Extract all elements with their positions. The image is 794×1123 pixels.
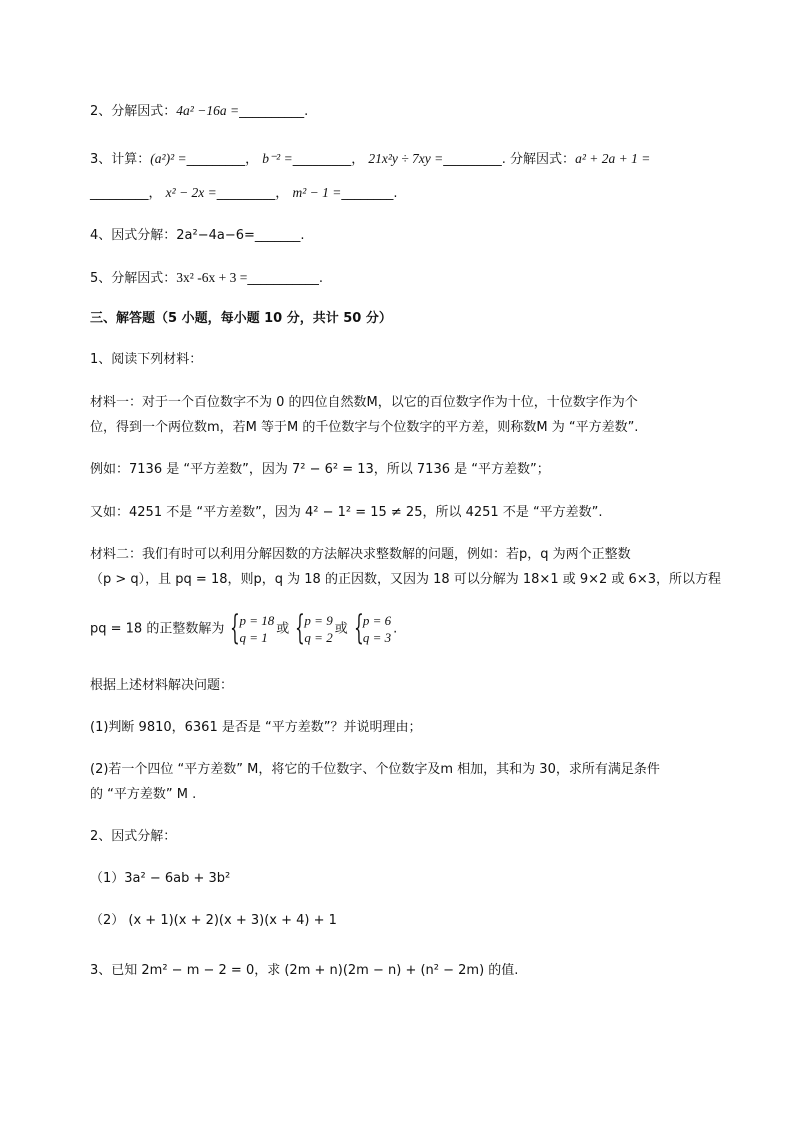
- period: .: [393, 621, 398, 637]
- q4-label: 4、因式分解：: [90, 228, 177, 243]
- q3-expr-1: (a²)² =: [150, 151, 187, 166]
- material-1-line-1: 材料一：对于一个百位数字不为 0 的四位自然数M，以它的百位数字作为十位，十位数字作为个: [90, 395, 638, 410]
- or-2: 或: [334, 621, 348, 637]
- q3-blank-5: _________，: [216, 186, 289, 201]
- solution-system-2: { p = 9 q = 2: [295, 608, 333, 648]
- q3-expr-6: m² − 1 =: [292, 185, 342, 200]
- q3-expr-4: a² + 2a + 1 =: [575, 151, 651, 166]
- q3-blank-1: _________，: [186, 152, 259, 167]
- q3-line-2: [90, 183, 398, 204]
- q3-blank-6: ________.: [341, 186, 398, 201]
- material-2-line-2: （p > q），且 pq = 18，则p，q 为 18 的正因数，又因为 18 可以分解为 18×1 或 9×2 或 6×3，所以方程: [90, 572, 721, 587]
- q5-line: [90, 268, 323, 289]
- q3-expr-2: b⁻² =: [262, 151, 293, 166]
- example-2: 又如：4251 不是 “平方差数”，因为 4² − 1² = 15 ≠ 25，所以 4251 不是 “平方差数”.: [90, 505, 603, 520]
- q3-line-1: [90, 149, 650, 170]
- q5-blank: ___________.: [247, 271, 323, 286]
- q2-blank: __________.: [239, 104, 309, 119]
- q3-label: 3、计算：: [90, 152, 151, 167]
- q5-label: 5、分解因式：: [90, 271, 177, 286]
- or-1: 或: [276, 621, 290, 637]
- q3-blank-4: _________，: [90, 186, 162, 201]
- problem-3: 3、已知 2m² − m − 2 = 0，求 (2m + n)(2m − n) + (n² − 2m) 的值.: [90, 963, 519, 978]
- q3-factor-label: 分解因式：: [510, 152, 576, 167]
- sub-question-2-line-2: 的 “平方差数” M .: [90, 787, 197, 802]
- q2-expr: 4a² −16a =: [176, 103, 240, 118]
- q2-line: [90, 101, 308, 122]
- q2-label: 2、分解因式：: [90, 104, 177, 119]
- material-2-line-1: 材料二：我们有时可以利用分解因数的方法解决求整数解的问题，例如：若p，q 为两个正整数: [90, 547, 631, 562]
- q4-line: [90, 226, 305, 246]
- material-1-line-2: 位，得到一个两位数m，若M 等于M 的千位数字与个位数字的平方差，则称数M 为 “平方差数”.: [90, 420, 639, 435]
- problem-2-part-2: （2） (x + 1)(x + 2)(x + 3)(x + 4) + 1: [90, 913, 337, 928]
- q3-expr-5: x² − 2x =: [165, 185, 217, 200]
- problem-2-title: 2、因式分解：: [90, 829, 177, 844]
- sub-question-1: (1)判断 9810，6361 是否是 “平方差数”？并说明理由；: [90, 720, 422, 735]
- q3-blank-2: _________，: [292, 152, 365, 167]
- problem-1-title: 1、阅读下列材料：: [90, 352, 203, 367]
- example-1: 例如：7136 是 “平方差数”，因为 7² − 6² = 13，所以 7136 是 “平方差数”；: [90, 462, 550, 477]
- solve-prompt: 根据上述材料解决问题：: [90, 678, 234, 693]
- problem-2-part-1: （1）3a² − 6ab + 3b²: [90, 871, 231, 886]
- section-3-title: 三、解答题（5 小题，每小题 10 分，共计 50 分）: [90, 311, 392, 326]
- solution-system-1: { p = 18 q = 1: [230, 608, 275, 648]
- solution-lead: pq = 18 的正整数解为: [90, 621, 225, 637]
- q4-expr: 2a²−4a−6=: [176, 228, 255, 243]
- q4-blank: _______.: [254, 228, 305, 243]
- material-2-line-3: [90, 608, 398, 648]
- q3-expr-3: 21x²y ÷ 7xy =: [368, 151, 444, 166]
- q3-blank-3: _________.: [443, 152, 506, 167]
- sub-question-2-line-1: (2)若一个四位 “平方差数” M，将它的千位数字、个位数字及m 相加，其和为 30，求所有满足条件: [90, 762, 660, 777]
- q5-expr: 3x² -6x + 3 =: [176, 270, 248, 285]
- solution-system-3: { p = 6 q = 3: [353, 608, 392, 648]
